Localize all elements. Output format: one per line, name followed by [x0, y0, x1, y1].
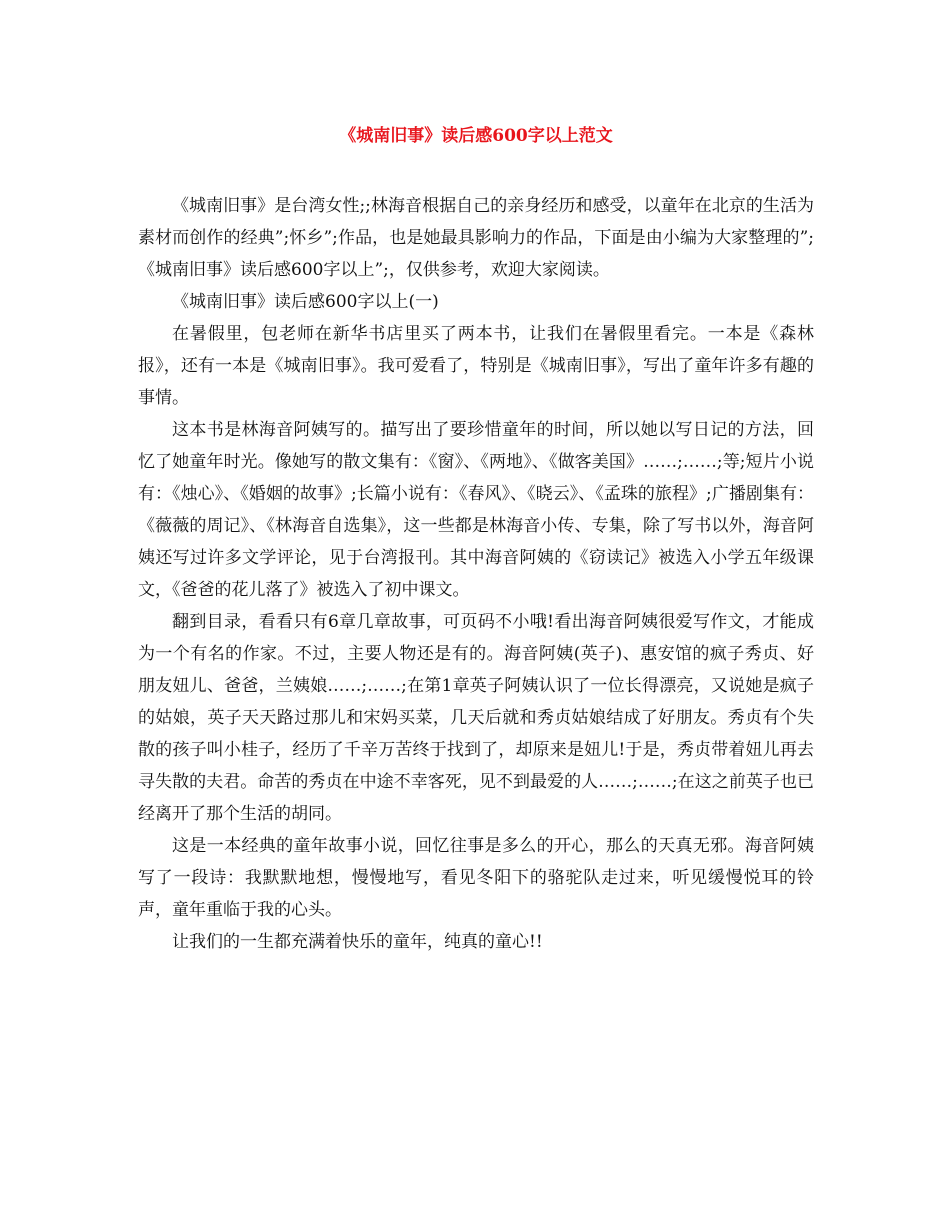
document-body: [138, 190, 814, 958]
document-title: 《城南旧事》读后感600字以上范文: [339, 126, 613, 146]
paragraph-story-summary: 翻到目录，看看只有6章几章故事，可页码不小哦!看出海音阿姨很爱写作文，才能成为一个有名的作家。不过，主要人物还是有的。海音阿姨(英子)、惠安馆的疯子秀贞、好朋友妞儿、爸爸，兰姨娘……;……;在第1章英子阿姨认识了一位长得漂亮，又说她是疯子的姑娘，英子天天路过那儿和宋妈买菜，几天后就和秀贞姑娘结成了好朋友。秀贞有个失散的孩子叫小桂子，经历了千辛万苦终于找到了，却原来是妞儿!于是，秀贞带着妞儿再去寻失散的夫君。命苦的秀贞在中途不幸客死，见不到最爱的人……;……;在这之前英子也已经离开了那个生活的胡同。: [138, 612, 814, 824]
paragraph-reflection: 这是一本经典的童年故事小说，回忆往事是多么的开心，那么的天真无邪。海音阿姨写了一段诗：我默默地想，慢慢地写，看见冬阳下的骆驼队走过来，听见缓慢悦耳的铃声，童年重临于我的心头。: [138, 836, 814, 920]
paragraph-intro: 《城南旧事》是台湾女性;;林海音根据自己的亲身经历和感受，以童年在北京的生活为素材而创作的经典”;怀乡”;作品，也是她最具影响力的作品，下面是由小编为大家整理的”;《城南旧事》读后感600字以上”;，仅供参考，欢迎大家阅读。: [138, 196, 814, 280]
paragraph-subheading: 《城南旧事》读后感600字以上(一): [172, 292, 439, 312]
paragraph-closing: 让我们的一生都充满着快乐的童年，纯真的童心!!: [172, 932, 543, 952]
paragraph-author-works: 这本书是林海音阿姨写的。描写出了要珍惜童年的时间，所以她以写日记的方法，回忆了她童年时光。像她写的散文集有：《窗》、《两地》、《做客美国》……;……;等;短片小说有：《烛心》、《婚姻的故事》;长篇小说有：《春风》、《晓云》、《孟珠的旅程》;广播剧集有：《薇薇的周记》、《林海音自选集》，这一些都是林海音小传、专集，除了写书以外，海音阿姨还写过许多文学评论，见于台湾报刊。其中海音阿姨的《窃读记》被选入小学五年级课文，《爸爸的花儿落了》被选入了初中课文。: [138, 420, 814, 600]
document-page: [138, 0, 814, 1230]
paragraph-summer-books: 在暑假里，包老师在新华书店里买了两本书，让我们在暑假里看完。一本是《森林报》，还有一本是《城南旧事》。我可爱看了，特别是《城南旧事》，写出了童年许多有趣的事情。: [138, 324, 814, 408]
